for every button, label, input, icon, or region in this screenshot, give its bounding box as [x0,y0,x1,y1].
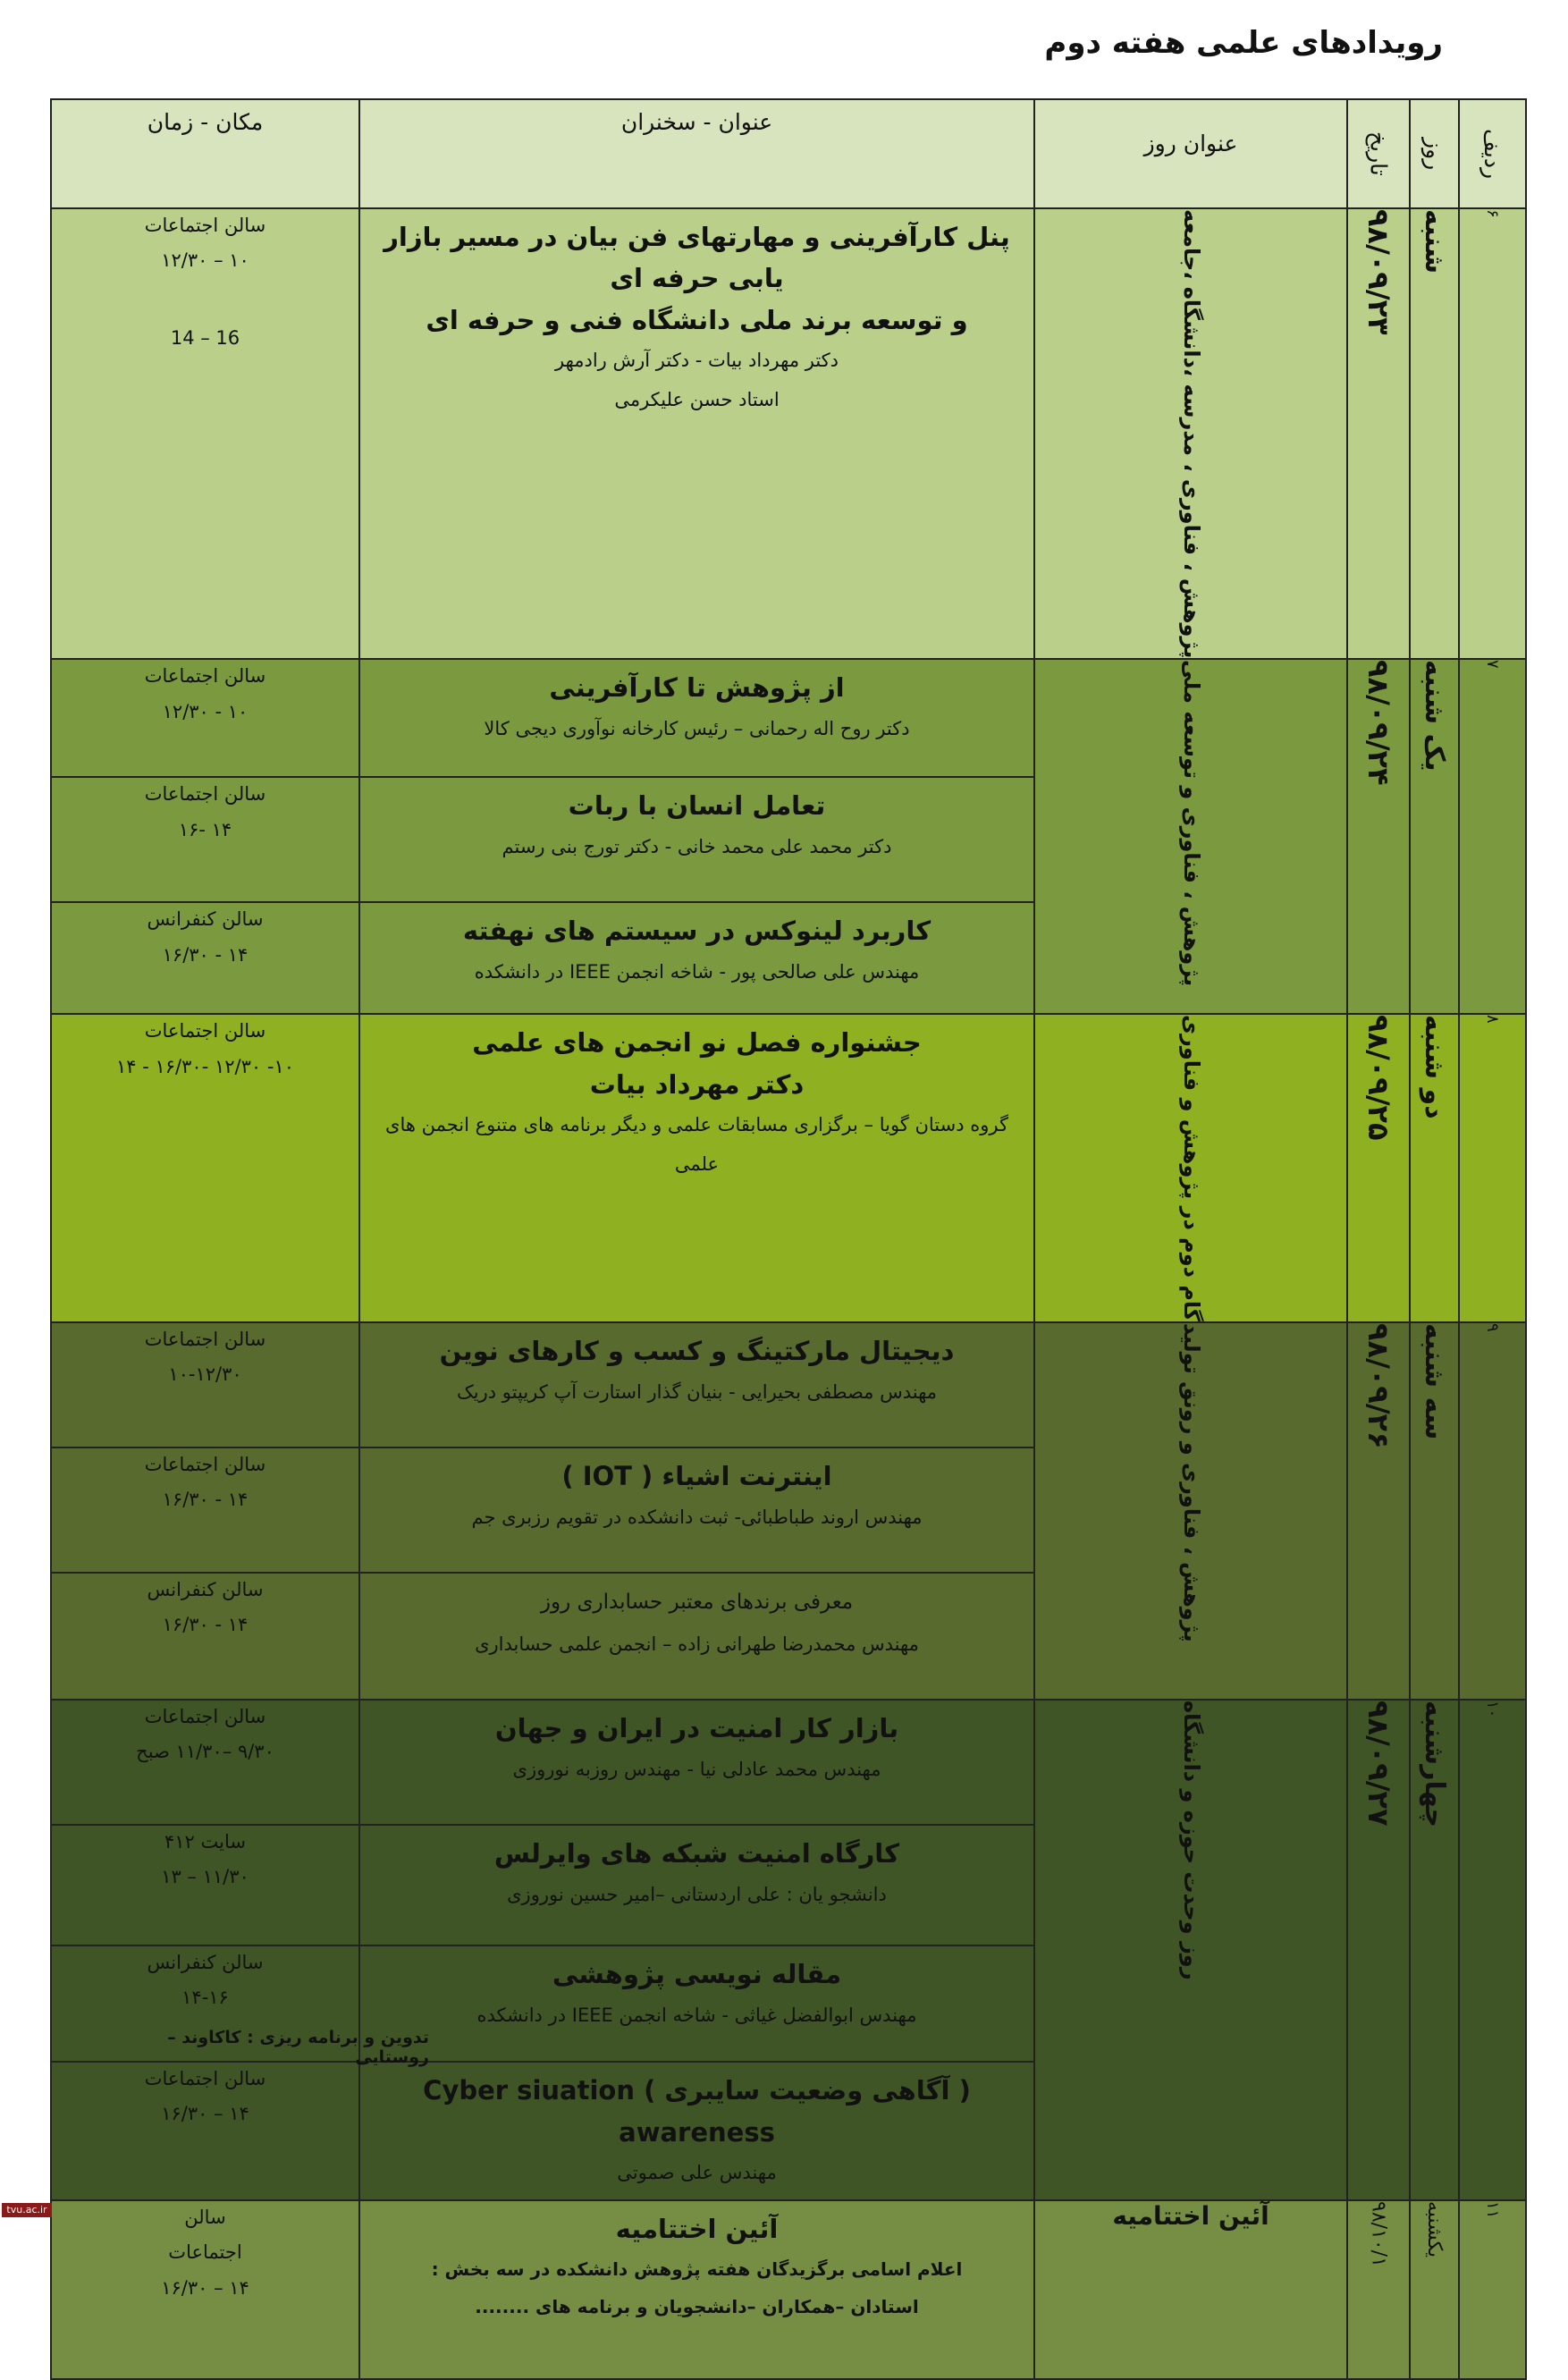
place-name: سالن اجتماعات [144,665,266,688]
time-range-2: 16 – 14 [170,327,240,350]
topic-cell [359,902,1034,1014]
row-number-cell [1459,1014,1526,1322]
day-name: یک شنبه [1419,660,1450,772]
date-value: ۹۸/۱۰/۱ [1367,2201,1390,2268]
place-time-cell [51,1447,359,1573]
time-range: ۱۰ – ۱۲/۳۰ [161,249,249,272]
date-cell [1347,659,1410,1014]
header-topic: عنوان - سخنران [359,99,1034,208]
topic-title: دیجیتال مارکتینگ و کسب و کارهای نوین [439,1336,955,1367]
date-cell [1347,1322,1410,1700]
place-name: سالن اجتماعات [144,1706,266,1728]
row-number: ۸ [1483,1015,1502,1025]
row-number-cell [1459,2200,1526,2379]
time-range: ۱۴ - ۱۶/۳۰ [162,1489,249,1511]
topic-title: ( آگاهی وضعیت سایبری ) Cyber siuation awareness [423,2075,971,2148]
place-time-cell [51,1700,359,1825]
topic-cell [359,2062,1034,2200]
place-name: سالن کنفرانس [147,908,264,931]
place-name: سایت ۴۱۲ [164,1831,246,1853]
speaker: مهندس محمد عادلی نیا - مهندس روزبه نوروزی [512,1758,881,1780]
topic-title: پنل کارآفرینی و مهارتهای فن بیان در مسیر بازار یابی حرفه ای [384,222,1010,294]
time-range: ۱۴ – ۱۶/۳۰ [161,2103,249,2125]
day-cell [1410,1014,1459,1322]
site-logo: tvu.ac.ir [2,2203,52,2217]
time-range: ۱۰- ۱۲/۳۰ -۱۶/۳۰ - ۱۴ [116,1055,294,1077]
day-title-cell [1034,208,1347,659]
row-number: ۶ [1483,209,1502,218]
topic-title: کاربرد لینوکس در سیستم های نهفته [462,916,932,947]
speaker: گروه دستان گویا – برگزاری مسابقات علمی و دیگر برنامه های متنوع انجمن های علمی [385,1114,1008,1176]
row-number: ۱۱ [1483,2201,1502,2219]
time-range: ۱۴-۱۶ [181,1987,229,2009]
row-number-cell [1459,208,1526,659]
place-name: سالن کنفرانس [147,1952,264,1974]
day-title-cell [1034,659,1347,1014]
place-time-cell [51,1825,359,1945]
table-row [51,659,1526,777]
day-title-cell [1034,2200,1347,2379]
place-time-cell [51,902,359,1014]
place-time-cell [51,1014,359,1322]
day-cell [1410,1322,1459,1700]
day-cell [1410,2200,1459,2379]
speaker: مهندس مصطفی بحیرایی - بنیان گذار استارت آپ کریپتو دریک [457,1380,937,1403]
date-cell [1347,2200,1410,2379]
topic-title: کارگاه امنیت شبکه های وایرلس [493,1838,900,1869]
date-value: ۹۸/۰۹/۲۵ [1361,1015,1395,1141]
header-date: تاریخ [1347,99,1410,208]
page-title: رویدادهای علمی هفته دوم [1044,25,1443,61]
topic-title-line2: و توسعه برند ملی دانشگاه فنی و حرفه ای [426,304,968,335]
row-number: ۷ [1483,660,1502,670]
speaker: مهندس علی صموتی [617,2162,777,2184]
topic-cell [359,1573,1034,1700]
topic-title: مقاله نویسی پژوهشی [552,1959,842,1990]
speaker-line2: استادان –همکاران –دانشجویان و برنامه های ........ [475,2295,919,2317]
day-title: آئین اختتامیه [1112,2201,1269,2232]
day-title: پژوهش ، فناوری ، مدرسه ،دانشگاه ،جامعه [1178,209,1204,659]
table-row [51,208,1526,659]
day-cell [1410,659,1459,1014]
place-time-cell [51,1573,359,1700]
topic-cell [359,2200,1034,2379]
place-name: سالن [184,2207,226,2229]
row-number: ۱۰ [1483,1701,1502,1718]
topic-cell [359,1945,1034,2062]
day-cell [1410,208,1459,659]
day-title: پژوهش ، فناوری و توسعه ملی [1178,660,1204,987]
place-name: سالن اجتماعات [144,1329,266,1351]
topic-cell [359,208,1034,659]
topic-cell [359,1322,1034,1447]
topic-cell [359,777,1034,902]
table-row [51,1700,1526,1825]
topic-title: جشنواره فصل نو انجمن های علمی [472,1027,922,1059]
speaker: دکتر مهرداد بیات - دکتر آرش رادمهر [554,350,839,372]
topic-title-line2: دکتر مهرداد بیات [589,1068,805,1100]
row-number-cell [1459,1322,1526,1700]
place-time-cell [51,777,359,902]
date-cell [1347,1014,1410,1322]
speaker-line2: استاد حسن علیکرمی [614,389,780,411]
day-title-cell [1034,1700,1347,2200]
header-place-time: مکان - زمان [51,99,359,208]
place-name: سالن اجتماعات [144,1454,266,1476]
time-range: ۱۴ - ۱۶/۳۰ [162,943,249,966]
speaker: دانشجو یان : علی اردستانی –امیر حسین نوروزی [507,1883,887,1905]
place-name-line2: اجتماعات [168,2241,242,2264]
speaker: مهندس ابوالفضل غیاثی - شاخه انجمن IEEE در دانشکده [476,2004,917,2026]
place-name: سالن اجتماعات [144,1020,266,1042]
row-number-cell [1459,1700,1526,2200]
place-time-cell [51,208,359,659]
topic-title: اینترنت اشیاء ( IOT ) [561,1461,832,1492]
time-range: ۱۰ - ۱۲/۳۰ [162,700,249,722]
place-name: سالن کنفرانس [147,1579,264,1601]
time-range: ۱۴ – ۱۶/۳۰ [161,2276,249,2299]
topic-cell [359,1825,1034,1945]
speaker: مهندس علی صالحی پور - شاخه انجمن IEEE در دانشکده [474,960,920,983]
place-time-cell [51,659,359,777]
day-name: دو شنبه [1419,1015,1450,1120]
date-value: ۹۸/۰۹/۲۶ [1361,1323,1395,1449]
day-name: چهارشنبه [1419,1701,1450,1828]
date-value: ۹۸/۰۹/۲۳ [1361,209,1395,335]
time-range: ۱۴ -۱۶ [178,818,232,840]
topic-cell [359,1700,1034,1825]
topic-title: از پژوهش تا کارآفرینی [549,672,845,704]
day-cell [1410,1700,1459,2200]
day-name: سه شنبه [1419,1323,1450,1440]
table-row [51,2200,1526,2379]
place-time-cell [51,2062,359,2200]
topic-title: بازار کار امنیت در ایران و جهان [494,1713,899,1744]
time-range: ۱۰-۱۲/۳۰ [168,1363,242,1386]
date-cell [1347,1700,1410,2200]
header-day-title: عنوان روز [1034,99,1347,208]
day-title: گام دوم در پژوهش و فناوری [1178,1015,1204,1322]
header-row-number: ردیف [1459,99,1526,208]
topic-title: آئین اختتامیه [615,2214,779,2245]
speaker: اعلام اسامی برگزیدگان هفته پژوهش دانشکده در سه بخش : [431,2258,963,2280]
day-title-cell [1034,1014,1347,1322]
row-number-cell [1459,659,1526,1014]
day-title-cell [1034,1322,1347,1700]
topic-cell [359,659,1034,777]
place-name: سالن اجتماعات [144,2068,266,2090]
place-name: سالن اجتماعات [144,215,266,236]
place-name: سالن اجتماعات [144,783,266,806]
topic-title: تعامل انسان با ربات [568,790,826,822]
speaker: مهندس اروند طباطبائی- ثبت دانشکده در تقویم رزبری جم [471,1506,923,1528]
time-range: ۱۴ - ۱۶/۳۰ [162,1614,249,1636]
topic-cell [359,1014,1034,1322]
day-name: یکشنبه [1423,2201,1446,2258]
row-number: ۹ [1483,1323,1502,1332]
day-title: روز وحدت حوزه و دانشگاه [1178,1701,1204,1980]
table-row [51,1322,1526,1447]
topic-title: معرفی برندهای معتبر حسابداری روز [540,1591,854,1615]
table-row [51,1014,1526,1322]
speaker: دکتر محمد علی محمد خانی - دکتر تورج بنی رستم [502,835,892,857]
day-title: پژوهش ، فناوری و رونق تولید [1178,1323,1204,1642]
header-row [51,99,1526,208]
speaker: دکتر روح اله رحمانی – رئیس کارخانه نوآوری دیجی کالا [484,717,910,739]
speaker: مهندس محمدرضا طهرانی زاده – انجمن علمی حسابداری [475,1633,919,1655]
time-range: ۱۱/۳۰ – ۱۳ [161,1866,249,1888]
time-range: ۹/۳۰ –۱۱/۳۰ صبح [136,1741,274,1763]
place-time-cell [51,2200,359,2379]
credit-note: تدوین و برنامه ریزی : کاکاوند –روستایی [167,2028,429,2067]
date-value: ۹۸/۰۹/۲۷ [1361,1701,1395,1827]
topic-cell [359,1447,1034,1573]
day-name: شنبه [1419,209,1450,274]
date-value: ۹۸/۰۹/۲۴ [1361,660,1395,786]
header-day: روز [1410,99,1459,208]
place-time-cell [51,1322,359,1447]
date-cell [1347,208,1410,659]
